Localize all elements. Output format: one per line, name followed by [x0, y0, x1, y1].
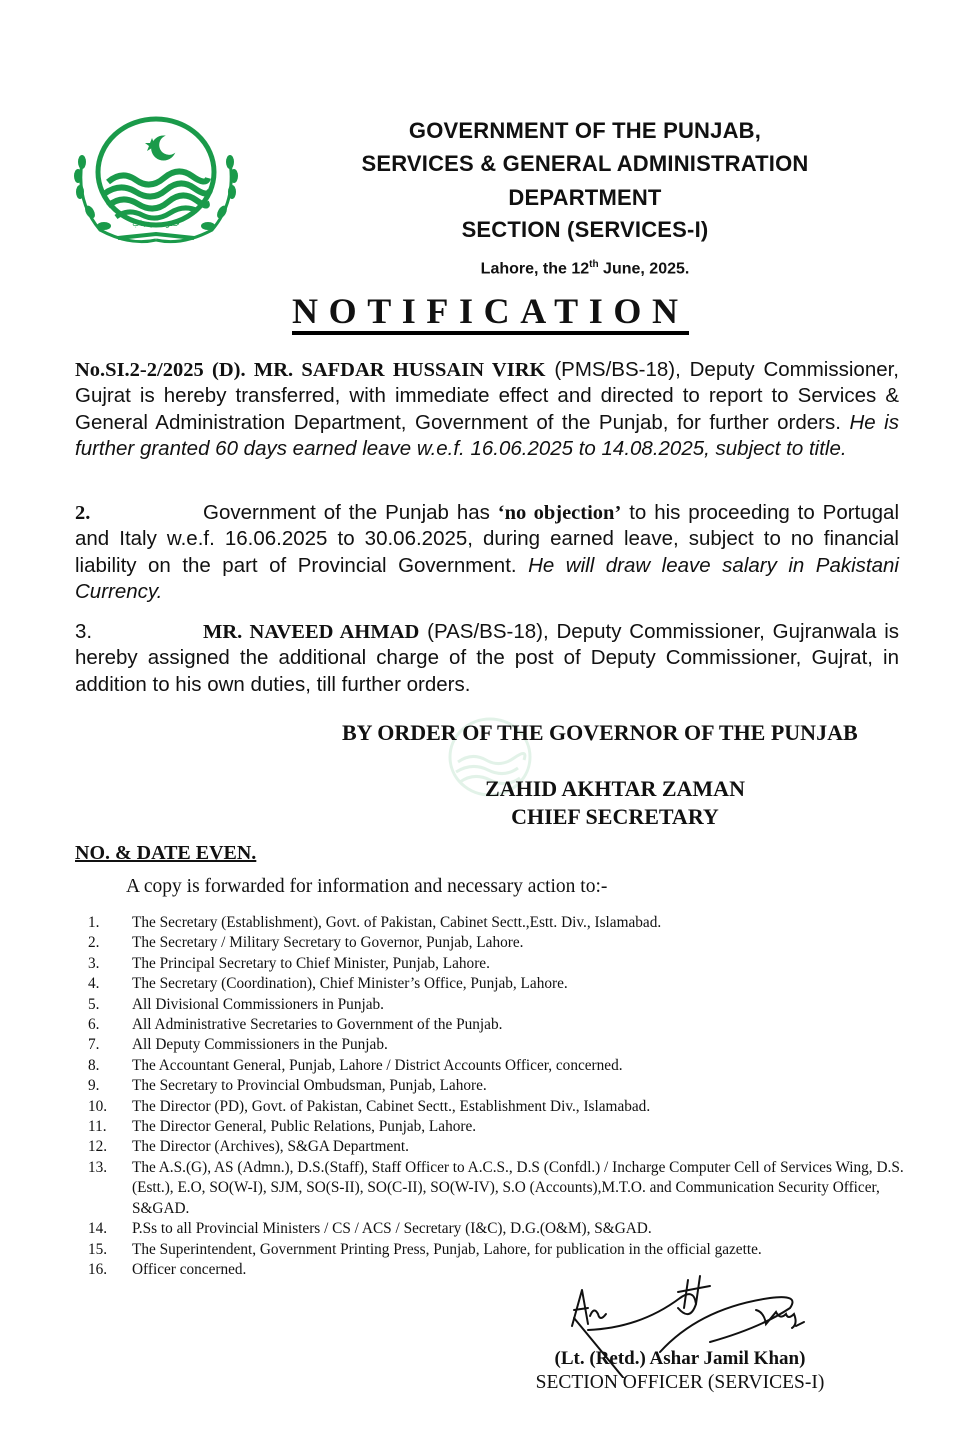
by-order-line: BY ORDER OF THE GOVERNOR OF THE PUNJAB [342, 720, 858, 745]
notification-title: NOTIFICATION [292, 292, 689, 335]
date-prefix: Lahore, the 12 [480, 260, 590, 278]
section-officer-title: SECTION OFFICER (SERVICES-I) [535, 1372, 825, 1393]
distribution-item-text: The Secretary (Establishment), Govt. of Pakistan, Cabinet Sectt.,Estt. Div., Islamabad. [132, 914, 662, 931]
distribution-item-text: The A.S.(G), AS (Admn.), D.S.(Staff), Staff Officer to A.C.S., D.S (Confdl.) / Incharge Computer Cell of Services Wing, D.S.(Estt.), E.O, SO(W-I), SJM, SO(S-II), SO(C-II), SO(W-IV), S.O (Accounts),M.T.O. and Communication Security Officer, S&GAD. [132, 1158, 904, 1217]
issue-date [430, 259, 740, 278]
paragraph-2-text-b: to his proceeding to Portugal and Italy w.e.f. 16.06.2025 to 30.06.2025, during earned leave, subject to no financial liability on the part of Provincial Government. [75, 501, 900, 577]
distribution-item-text: The Director (Archives), S&GA Department. [132, 1138, 409, 1156]
paragraph-1 [75, 357, 899, 463]
distribution-item-number: 4. [88, 975, 100, 993]
distribution-item-text: The Secretary / Military Secretary to Governor, Punjab, Lahore. [132, 934, 524, 952]
chief-secretary-title: CHIEF SECRETARY [511, 804, 719, 829]
distribution-item-text: Officer concerned. [132, 1260, 247, 1278]
distribution-item-number: 9. [88, 1077, 100, 1095]
distribution-item-number: 2. [88, 934, 100, 952]
distribution-list-item [88, 933, 908, 953]
distribution-item-text: The Superintendent, Government Printing Press, Punjab, Lahore, for publication in the official gazette. [132, 1240, 762, 1258]
chief-secretary-block [440, 775, 790, 831]
distribution-item-number: 3. [88, 954, 100, 972]
distribution-list-item [88, 1076, 908, 1096]
paragraph-3 [75, 619, 899, 698]
distribution-item-number: 12. [88, 1138, 108, 1156]
header-line-section: SECTION (SERVICES-I) [461, 217, 709, 242]
distribution-item-text: The Secretary to Provincial Ombudsman, Punjab, Lahore. [132, 1077, 487, 1095]
distribution-item-number: 5. [88, 995, 100, 1013]
distribution-item-text: The Director General, Public Relations, Punjab, Lahore. [132, 1118, 477, 1136]
distribution-list-item [88, 913, 908, 933]
distribution-list-item [88, 1097, 908, 1117]
paragraph-3-text: (PAS/BS-18), Deputy Commissioner, Gujranwala is hereby assigned the additional charge of the post of Deputy Commissioner, Gujrat, in addition to his own duties, till further orders. [75, 620, 900, 696]
distribution-item-text: All Deputy Commissioners in the Punjab. [132, 1036, 388, 1054]
distribution-item-text: The Principal Secretary to Chief Minister, Punjab, Lahore. [132, 954, 490, 972]
distribution-item-number: 15. [88, 1240, 108, 1258]
paragraph-2-bold: ‘no objection’ [497, 502, 622, 524]
distribution-item-number: 11. [88, 1118, 107, 1136]
paragraph-1-reference: No.SI.2-2/2025 (D). MR. SAFDAR HUSSAIN VIRK [75, 359, 546, 381]
section-officer-name: (Lt. (Retd.) Ashar Jamil Khan) [554, 1348, 806, 1369]
paragraph-3-name: MR. NAVEED AHMAD [203, 621, 420, 643]
date-suffix: June, 2025. [598, 260, 690, 278]
paragraph-2-number: 2. [75, 502, 91, 524]
header-line-department-2: DEPARTMENT [508, 185, 662, 210]
distribution-item-number: 7. [88, 1036, 100, 1054]
copy-forwarded-intro: A copy is forwarded for information and necessary action to:- [126, 876, 608, 897]
distribution-item-number: 14. [88, 1220, 108, 1238]
distribution-item-text: All Divisional Commissioners in Punjab. [132, 995, 384, 1013]
distribution-list-item [88, 954, 908, 974]
paragraph-3-number: 3. [75, 620, 93, 643]
distribution-item-text: The Accountant General, Punjab, Lahore / District Accounts Officer, concerned. [132, 1056, 623, 1074]
date-superscript: th [589, 259, 599, 270]
distribution-list-item [88, 974, 908, 994]
distribution-item-number: 8. [88, 1056, 100, 1074]
distribution-item-number: 1. [88, 914, 100, 931]
paragraph-2-text-a: Government of the Punjab has [203, 501, 498, 524]
header-line-department: SERVICES & GENERAL ADMINISTRATION [361, 151, 809, 176]
distribution-item-number: 13. [88, 1158, 108, 1176]
distribution-list-item [88, 1015, 908, 1035]
chief-secretary-name: ZAHID AKHTAR ZAMAN [485, 776, 745, 801]
paragraph-2-italic: He will draw leave salary in Pakistani Currency. [75, 553, 899, 604]
distribution-list [88, 913, 908, 1280]
paragraph-1-text: (PMS/BS-18), Deputy Commissioner, Gujrat is hereby transferred, with immediate effect and directed to report to Services & General Administration Department, Government of the Punjab, for further orders. [75, 358, 900, 434]
distribution-list-item [88, 1056, 908, 1076]
distribution-list-item [88, 1137, 908, 1157]
distribution-item-text: P.Ss to all Provincial Ministers / CS / ACS / Secretary (I&C), D.G.(O&M), S&GAD. [132, 1220, 652, 1238]
distribution-list-item [88, 995, 908, 1015]
distribution-list-item [88, 1219, 908, 1239]
distribution-item-number: 16. [88, 1260, 108, 1278]
distribution-list-item [88, 1035, 908, 1055]
no-date-even-heading: NO. & DATE EVEN. [75, 842, 257, 864]
distribution-item-number: 10. [88, 1097, 108, 1115]
distribution-item-text: The Secretary (Coordination), Chief Minister’s Office, Punjab, Lahore. [132, 975, 568, 993]
distribution-list-item [88, 1158, 908, 1219]
punjab-government-logo [70, 112, 242, 248]
paragraph-2 [75, 500, 899, 606]
paragraph-1-italic: He is further granted 60 days earned leave w.e.f. 16.06.2025 to 14.08.2025, subject to title. [75, 410, 899, 461]
distribution-item-number: 6. [88, 1016, 100, 1034]
distribution-list-item [88, 1240, 908, 1260]
distribution-list-item [88, 1117, 908, 1137]
header-line-government: GOVERNMENT OF THE PUNJAB, [408, 118, 762, 143]
distribution-item-text: All Administrative Secretaries to Government of the Punjab. [132, 1016, 503, 1034]
logo-urdu-text: حکومت پنجاب [132, 219, 180, 228]
distribution-item-text: The Director (PD), Govt. of Pakistan, Cabinet Sectt., Establishment Div., Islamabad. [132, 1097, 651, 1115]
